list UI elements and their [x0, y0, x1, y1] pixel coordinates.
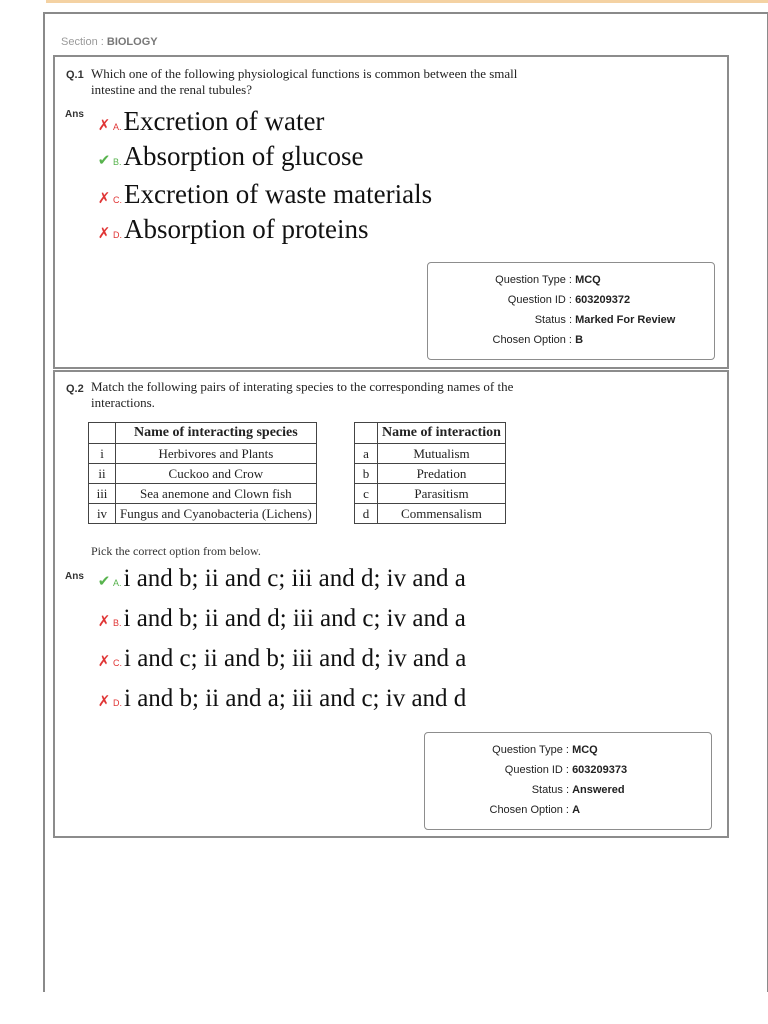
option-a	[97, 565, 466, 593]
option-text: i and b; ii and c; iii and d; iv and a	[123, 565, 466, 592]
question-info-box	[427, 262, 715, 360]
table-header: Name of interaction	[378, 423, 506, 444]
question-text: Match the following pairs of interating species to the corresponding names of the interactions.	[91, 379, 514, 410]
question-type-label: Question Type :	[495, 274, 572, 286]
question-panel-1	[53, 55, 729, 369]
table-cell: b	[355, 464, 378, 484]
table-row	[355, 504, 506, 524]
answer-label: Ans	[65, 571, 84, 582]
status-value: Answered	[572, 784, 625, 796]
table-cell: d	[355, 504, 378, 524]
option-letter: B.	[113, 157, 122, 167]
question-text: Which one of the following physiological functions is common between the small intestine and the renal tubules?	[91, 66, 518, 97]
cross-mark-icon: ✗	[97, 225, 111, 242]
check-mark-icon: ✔	[97, 573, 111, 590]
chosen-option-label: Chosen Option :	[489, 804, 569, 816]
option-text: Excretion of water	[123, 106, 325, 136]
table-row	[89, 504, 317, 524]
table-row	[89, 464, 317, 484]
option-c	[97, 179, 432, 210]
table-cell: Herbivores and Plants	[116, 444, 317, 464]
table-cell: i	[89, 444, 116, 464]
question-id-row	[425, 764, 627, 780]
table-row	[89, 444, 317, 464]
option-letter: C.	[113, 658, 122, 668]
option-text: Absorption of proteins	[124, 214, 369, 244]
species-table	[88, 422, 317, 524]
table-row	[355, 464, 506, 484]
question-number: Q.1	[66, 69, 84, 81]
table-cell: Predation	[378, 464, 506, 484]
question-type-row	[425, 744, 598, 760]
question-id-label: Question ID :	[504, 764, 569, 776]
table-cell: Cuckoo and Crow	[116, 464, 317, 484]
table-cell: Fungus and Cyanobacteria (Lichens)	[116, 504, 317, 524]
question-type-value: MCQ	[572, 744, 598, 756]
cross-mark-icon: ✗	[97, 653, 111, 670]
status-value: Marked For Review	[575, 314, 676, 326]
question-info-box	[424, 732, 712, 830]
section-label	[61, 36, 158, 48]
table-cell: Mutualism	[378, 444, 506, 464]
option-letter: C.	[113, 195, 122, 205]
question-id-value: 603209372	[575, 294, 631, 306]
question-type-value: MCQ	[575, 274, 601, 286]
table-header-blank	[355, 423, 378, 444]
table-cell: c	[355, 484, 378, 504]
option-text: Excretion of waste materials	[124, 179, 433, 209]
chosen-option-row	[425, 804, 580, 820]
option-text: i and c; ii and b; iii and d; iv and a	[124, 645, 467, 672]
pick-prompt: Pick the correct option from below.	[91, 544, 261, 558]
answer-label: Ans	[65, 109, 84, 120]
table-header-blank	[89, 423, 116, 444]
chosen-option-label: Chosen Option :	[492, 334, 572, 346]
status-label: Status :	[531, 784, 569, 796]
option-text: Absorption of glucose	[123, 141, 364, 171]
table-cell: Commensalism	[378, 504, 506, 524]
status-row	[425, 784, 625, 800]
option-letter: B.	[113, 618, 122, 628]
table-row	[355, 444, 506, 464]
table-cell: a	[355, 444, 378, 464]
cross-mark-icon: ✗	[97, 693, 111, 710]
option-letter: A.	[113, 578, 122, 588]
table-cell: iv	[89, 504, 116, 524]
section-name: BIOLOGY	[106, 36, 158, 48]
question-panel-2	[53, 370, 729, 838]
question-id-label: Question ID :	[507, 294, 572, 306]
question-number: Q.2	[66, 383, 84, 395]
table-cell: Sea anemone and Clown fish	[116, 484, 317, 504]
status-label: Status :	[534, 314, 572, 326]
cross-mark-icon: ✗	[97, 613, 111, 630]
option-d	[97, 214, 368, 245]
table-cell: iii	[89, 484, 116, 504]
chosen-option-value: A	[572, 804, 581, 816]
question-type-label: Question Type :	[492, 744, 569, 756]
table-row	[89, 484, 317, 504]
option-letter: D.	[113, 230, 122, 240]
interaction-table	[354, 422, 506, 524]
option-text: i and b; ii and d; iii and c; iv and a	[123, 605, 466, 632]
table-header: Name of interacting species	[116, 423, 317, 444]
table-cell: Parasitism	[378, 484, 506, 504]
question-id-value: 603209373	[572, 764, 628, 776]
option-text: i and b; ii and a; iii and c; iv and d	[124, 685, 467, 712]
check-mark-icon: ✔	[97, 152, 111, 169]
cross-mark-icon: ✗	[97, 117, 111, 134]
question-id-row	[428, 294, 630, 310]
option-c	[97, 645, 466, 673]
option-b	[97, 141, 363, 172]
option-b	[97, 605, 466, 633]
table-cell: ii	[89, 464, 116, 484]
chosen-option-row	[428, 334, 583, 350]
option-letter: A.	[113, 122, 122, 132]
chosen-option-value: B	[575, 334, 584, 346]
top-accent-band	[46, 0, 768, 3]
table-row	[355, 484, 506, 504]
section-prefix: Section :	[61, 36, 104, 48]
option-a	[97, 106, 324, 137]
option-d	[97, 685, 466, 713]
question-type-row	[428, 274, 601, 290]
option-letter: D.	[113, 698, 122, 708]
status-row	[428, 314, 675, 330]
cross-mark-icon: ✗	[97, 190, 111, 207]
